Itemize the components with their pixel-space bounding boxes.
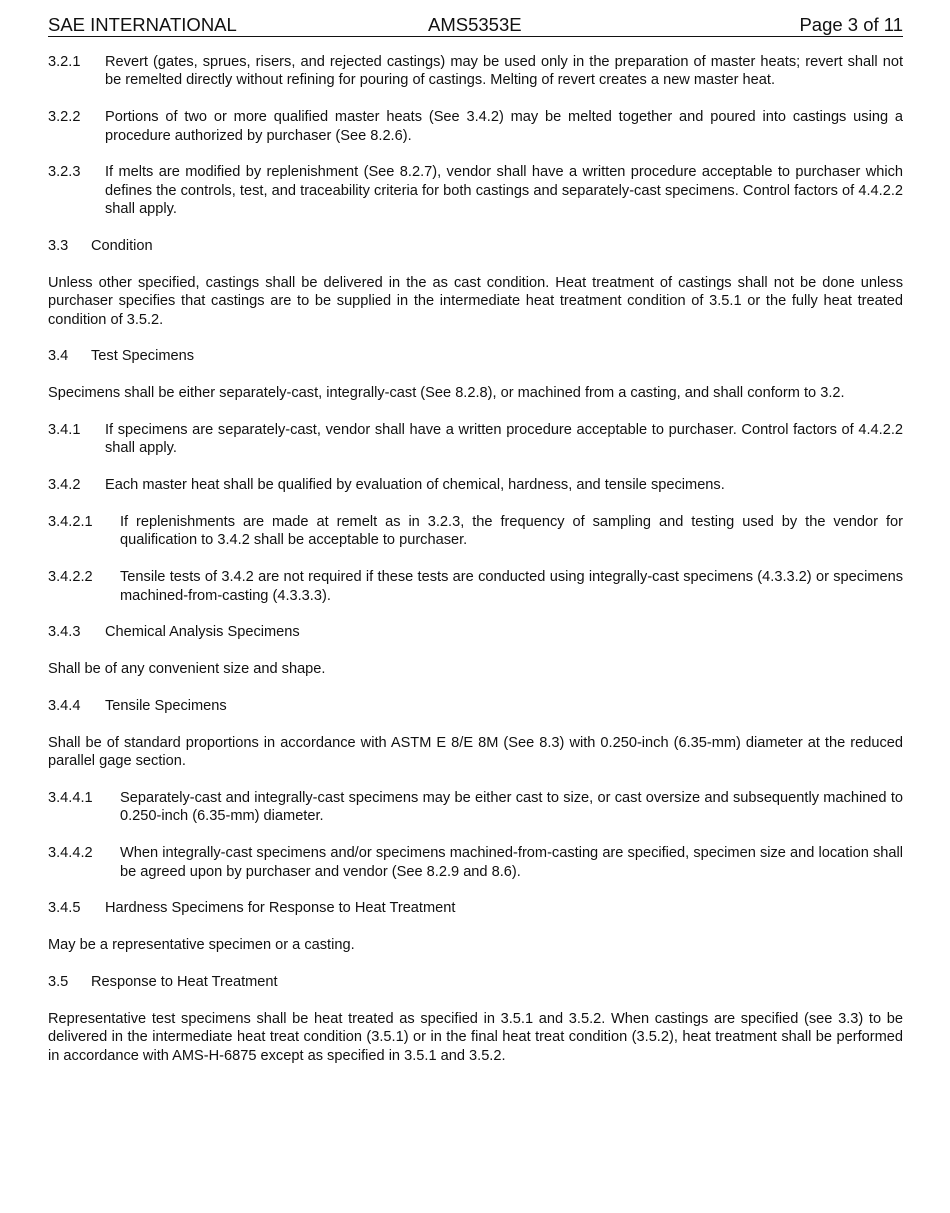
section-number: 3.2.2 — [48, 109, 81, 126]
section-number: 3.4.2.2 — [48, 569, 93, 586]
section-title: Response to Heat Treatment — [91, 974, 278, 991]
section-3-2-3 — [48, 163, 903, 218]
section-text: Tensile tests of 3.4.2 are not required if these tests are conducted using integrally-cast specimens (4.3.3.2) or specimens machined-from-casting (4.3.3.3). — [120, 569, 903, 604]
section-3-4-4-2 — [48, 844, 903, 881]
section-title: Tensile Specimens — [105, 698, 227, 715]
section-3-4-3-heading — [48, 623, 903, 641]
section-text: If specimens are separately-cast, vendor shall have a written procedure acceptable to purchaser. Control factors of 4.4.2.2 shall apply. — [105, 422, 903, 457]
header-page-number: Page 3 of 11 — [799, 14, 903, 35]
section-title: Test Specimens — [91, 348, 195, 365]
section-number: 3.2.1 — [48, 54, 81, 70]
section-3-5-body: Representative test specimens shall be heat treated as specified in 3.5.1 and 3.5.2. When castings are specified (see 3.3) to be delivered in the intermediate heat treat condition (3.5.1) or in the final heat treat condition (3.5.2), heat treatment shall be performed in accordance with AMS-H-6875 except as specified in 3.5.1 and 3.5.2. — [48, 1010, 903, 1064]
page-header — [48, 14, 903, 37]
section-3-4-heading — [48, 347, 903, 365]
section-3-4-5-heading — [48, 899, 903, 917]
section-number: 3.4.4 — [48, 698, 81, 715]
header-organization: SAE INTERNATIONAL — [48, 14, 237, 35]
section-3-4-3-body: Shall be of any convenient size and shape. — [48, 661, 326, 678]
section-number: 3.3 — [48, 238, 69, 255]
section-text: If replenishments are made at remelt as in 3.2.3, the frequency of sampling and testing used by the vendor for qualification to 3.4.2 shall be acceptable to purchaser. — [120, 514, 903, 549]
section-number: 3.2.3 — [48, 164, 81, 181]
section-number: 3.4.5 — [48, 900, 81, 917]
section-title: Chemical Analysis Specimens — [105, 624, 300, 641]
section-text: Each master heat shall be qualified by evaluation of chemical, hardness, and tensile specimens. — [105, 477, 725, 494]
section-text: Revert (gates, sprues, risers, and rejected castings) may be used only in the preparation of master heats; revert shall not be remelted directly without refining for pouring of castings. Melting of revert creates a new master heat. — [105, 54, 903, 89]
section-3-5-heading — [48, 973, 903, 991]
section-3-3-body: Unless other specified, castings shall be delivered in the as cast condition. Heat treatment of castings shall not be done unless purchaser specifies that castings are to be supplied in the intermediate heat treatment condition of 3.5.1 or the fully heat treated condition of 3.5.2. — [48, 274, 903, 328]
section-text: Portions of two or more qualified master heats (See 3.4.2) may be melted together and poured into castings using a procedure authorized by purchaser (See 8.2.6). — [105, 109, 903, 144]
section-3-3-heading — [48, 237, 903, 255]
section-number: 3.4.1 — [48, 422, 81, 439]
section-3-4-2-2 — [48, 568, 903, 605]
section-number: 3.5 — [48, 974, 69, 991]
section-3-4-2 — [48, 476, 903, 494]
section-number: 3.4.3 — [48, 624, 81, 641]
section-text: When integrally-cast specimens and/or specimens machined-from-casting are specified, specimen size and location shall be agreed upon by purchaser and vendor (See 8.2.9 and 8.6). — [120, 845, 903, 880]
section-title: Hardness Specimens for Response to Heat Treatment — [105, 900, 456, 917]
section-3-4-2-1 — [48, 513, 903, 550]
section-text: If melts are modified by replenishment (See 8.2.7), vendor shall have a written procedure acceptable to purchaser which defines the controls, test, and traceability criteria for both castings and separately-cast specimens. Control factors of 4.4.2.2 shall apply. — [105, 164, 903, 218]
section-3-4-4-heading — [48, 697, 903, 715]
section-3-4-4-1 — [48, 789, 903, 826]
section-3-2-1 — [48, 53, 903, 90]
section-number: 3.4.4.2 — [48, 845, 93, 862]
section-3-2-2 — [48, 108, 903, 145]
section-text: Separately-cast and integrally-cast specimens may be either cast to size, or cast oversize and subsequently machined to 0.250-inch (6.35-mm) diameter. — [120, 790, 903, 825]
section-3-4-5-body: May be a representative specimen or a casting. — [48, 937, 355, 954]
document-body — [48, 53, 903, 1065]
section-title: Condition — [91, 238, 153, 255]
section-number: 3.4.4.1 — [48, 790, 93, 807]
section-number: 3.4 — [48, 348, 69, 365]
section-3-4-4-body: Shall be of standard proportions in accordance with ASTM E 8/E 8M (See 8.3) with 0.250-inch (6.35-mm) diameter at the reduced parallel gage section. — [48, 734, 903, 770]
section-3-4-body: Specimens shall be either separately-cast, integrally-cast (See 8.2.8), or machined from a casting, and shall conform to 3.2. — [48, 385, 845, 402]
section-3-4-1 — [48, 421, 903, 458]
section-number: 3.4.2.1 — [48, 514, 93, 531]
document-page — [48, 14, 903, 1083]
header-document-number: AMS5353E — [428, 14, 522, 35]
section-number: 3.4.2 — [48, 477, 81, 494]
